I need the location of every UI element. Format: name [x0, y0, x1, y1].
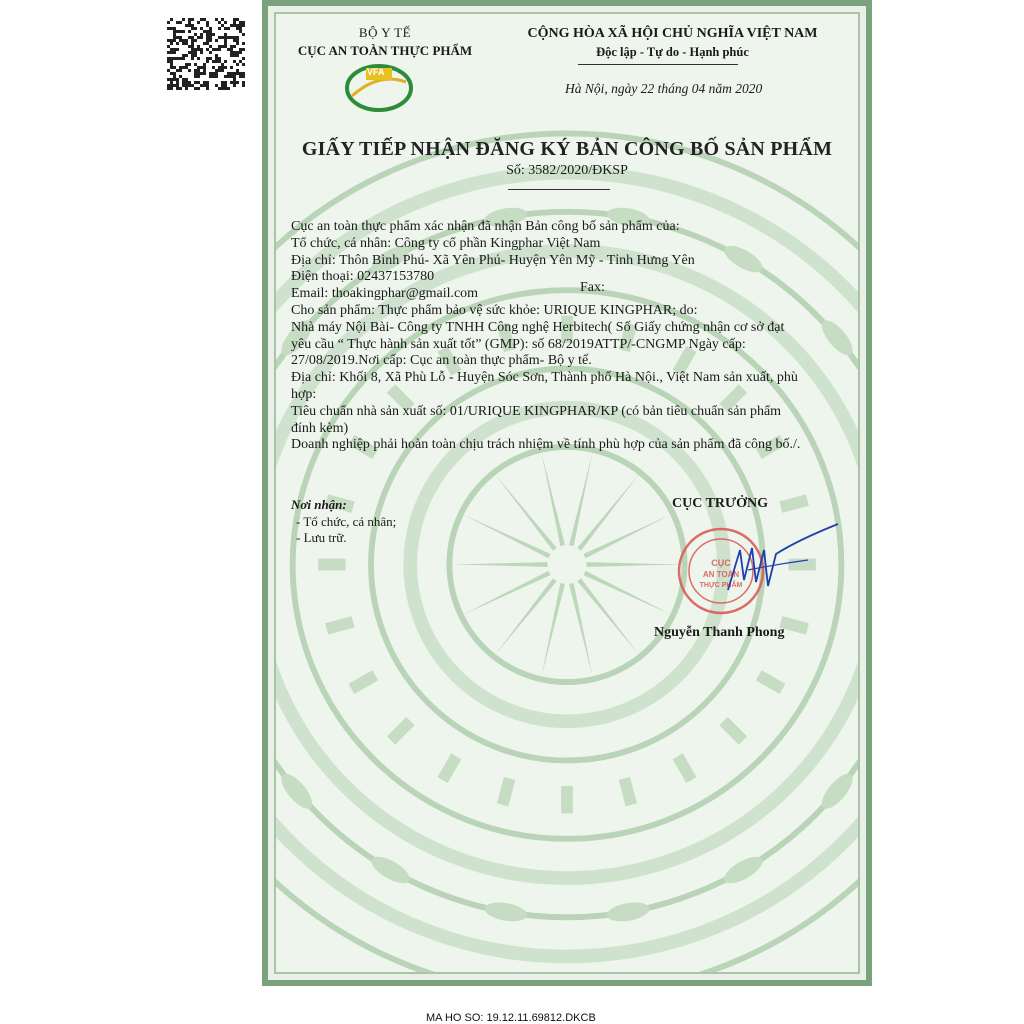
body-line: Tiêu chuẩn nhà sản xuất số: 01/URIQUE KINGPHAR/KP (có bản tiêu chuẩn sản phẩm — [291, 403, 782, 419]
vfa-logo-text: VFA — [367, 67, 385, 77]
body-line: Cho sản phẩm: Thực phẩm bảo vệ sức khỏe: URIQUE KINGPHAR; do: — [291, 302, 698, 318]
body-line: Địa chỉ: Khối 8, Xã Phù Lỗ - Huyện Sóc Sơn, Thành phố Hà Nội., Việt Nam sản xuất, phù — [291, 370, 798, 386]
issue-date: Hà Nội, ngày 22 tháng 04 năm 2020 — [565, 81, 763, 96]
country-name: CỘNG HÒA XÃ HỘI CHỦ NGHĨA VIỆT NAM — [527, 26, 818, 41]
fax-label: Fax: — [580, 280, 605, 295]
number-underline — [508, 189, 610, 190]
recipients-heading: Nơi nhận: — [291, 497, 347, 512]
body-line: 27/08/2019.Nơi cấp: Cục an toàn thực phẩm- Bộ y tế. — [291, 353, 592, 369]
file-code-footer: MA HO SO: 19.12.11.69812.DKCB — [426, 1012, 596, 1024]
national-motto: Độc lập - Tự do - Hạnh phúc — [596, 45, 749, 59]
body-line: Nhà máy Nội Bài- Công ty TNHH Công nghệ Herbitech( Số Giấy chứng nhận cơ sở đạt — [291, 319, 785, 335]
body-line: Địa chỉ: Thôn Bình Phú- Xã Yên Phú- Huyện Yên Mỹ - Tỉnh Hưng Yên — [291, 252, 695, 268]
motto-underline — [578, 64, 738, 65]
body-line: Cục an toàn thực phẩm xác nhận đã nhận Bản công bố sản phẩm của: — [291, 219, 680, 234]
signer-title: CỤC TRƯỞNG — [672, 496, 769, 511]
svg-text:CỤC: CỤC — [711, 558, 731, 568]
body-line: hợp: — [291, 386, 317, 402]
body-line: yêu cầu “ Thực hành sản xuất tốt” (GMP): số 68/2019ATTP/-CNGMP Ngày cấp: — [291, 336, 746, 352]
document-title: GIẤY TIẾP NHẬN ĐĂNG KÝ BẢN CÔNG BỐ SẢN PHẨM — [301, 138, 833, 160]
qr-code — [167, 18, 245, 90]
ministry-header — [285, 24, 485, 60]
agency-name: CỤC AN TOÀN THỰC PHẨM — [297, 43, 473, 58]
body-line: Tổ chức, cá nhân: Công ty cổ phần Kingphar Việt Nam — [291, 235, 601, 251]
signer-name: Nguyễn Thanh Phong — [654, 625, 785, 640]
svg-text:THỰC PHẨM: THỰC PHẨM — [699, 582, 743, 589]
body-line: Doanh nghiệp phải hoàn toàn chịu trách nhiệm về tính phù hợp của sản phẩm đã công bố./. — [291, 437, 801, 453]
svg-text:AN TOÀN: AN TOÀN — [702, 570, 740, 579]
handwritten-signature — [718, 520, 848, 610]
document-number: Số: 3582/2020/ĐKSP — [506, 163, 628, 178]
body-line: Email: thoakingphar@gmail.com — [291, 286, 479, 302]
body-line: Điện thoại: 02437153780 — [291, 269, 435, 285]
recipient-item: - Tổ chức, cá nhân; — [296, 514, 397, 529]
recipient-item: - Lưu trữ. — [296, 530, 347, 545]
body-line: đính kèm) — [291, 420, 349, 436]
ministry-name: BỘ Y TẾ — [358, 25, 412, 40]
national-header — [500, 24, 845, 62]
document-body — [291, 219, 861, 454]
